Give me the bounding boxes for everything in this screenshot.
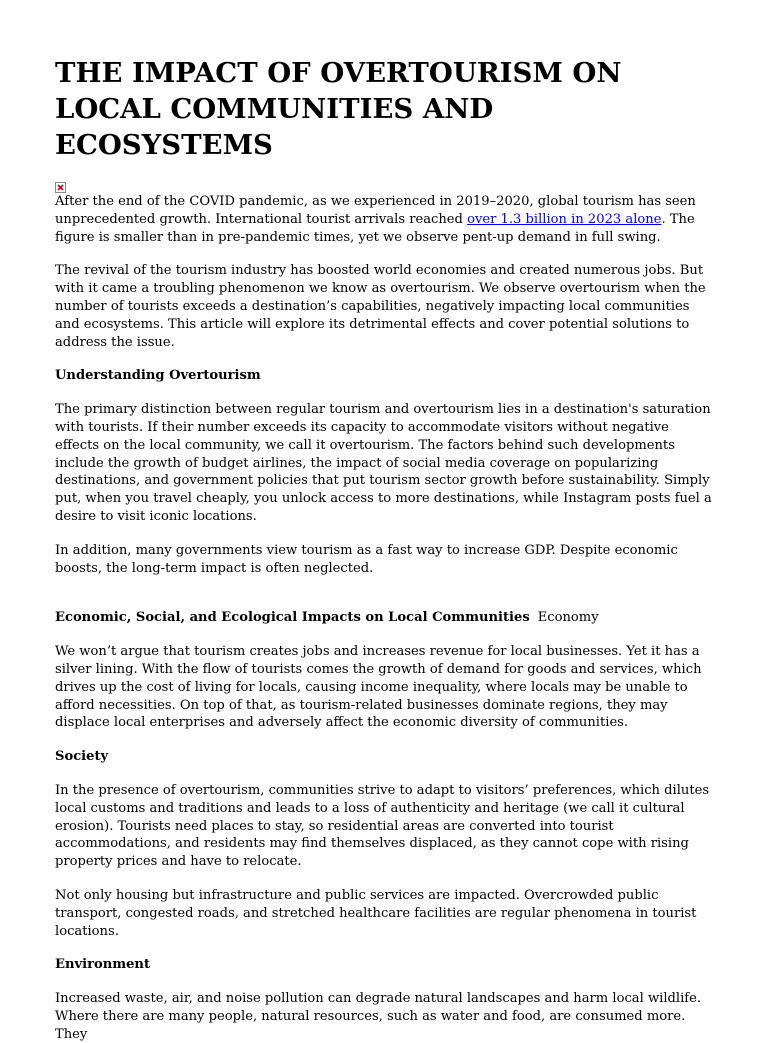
paragraph-society: In the presence of overtourism, communities strive to adapt to visitors’ preferences, which dilutes local customs and traditions and leads to a loss of authenticity and heritage (we call it cultural erosion). Tourists need places to stay, so residential areas are converted into tourist accommodations, and residents may find themselves displaced, as they cannot cope with rising property prices and have to relocate.	[55, 782, 710, 870]
paragraph-infrastructure: Not only housing but infrastructure and public services are impacted. Overcrowded public transport, congested roads, and stretched healthcare facilities are regular phenomena in tourist locations.	[55, 887, 697, 939]
broken-image-icon	[55, 182, 66, 193]
heading-environment: Environment	[55, 957, 150, 973]
paragraph-revival: The revival of the tourism industry has boosted world economies and created numerous jobs. But with it came a troubling phenomenon we know as overtourism. We observe overtourism when the number of tourists exceeds a destination’s capabilities, negatively impacting local communities and ecosystems. This article will explore its detrimental effects and cover potential solutions to address the issue.	[55, 263, 706, 350]
paragraph-environment: Increased waste, air, and noise pollution can degrade natural landscapes and harm local wildlife. Where there are many people, natural resources, such as water and food, are consumed more. They	[55, 991, 702, 1042]
paragraph-gdp: In addition, many governments view tourism as a fast way to increase GDP. Despite economic boosts, the long-term impact is often neglected.	[55, 542, 678, 576]
paragraph-economy: We won’t argue that tourism creates jobs and increases revenue for local businesses. Yet it has a silver lining. With the flow of tourists comes the growth of demand for goods and services, which drives up the cost of living for locals, causing income inequality, where locals may be unable to afford necessities. On top of that, as tourism-related businesses dominate regions, they may displace local enterprises and adversely affect the economic diversity of communities.	[55, 644, 702, 731]
heading-understanding-overtourism: Understanding Overtourism	[55, 368, 261, 384]
heading-impacts	[55, 609, 715, 627]
tourist-arrivals-link[interactable]: over 1.3 billion in 2023 alone	[467, 211, 662, 227]
page-title: THE IMPACT OF OVERTOURISM ON LOCAL COMMUNITIES AND ECOSYSTEMS	[55, 57, 622, 161]
paragraph-distinction: The primary distinction between regular tourism and overtourism lies in a destination's saturation with tourists. If their number exceeds its capacity to accommodate visitors without negative effects on the local community, we call it overtourism. The factors behind such developments include the growth of budget airlines, the impact of social media coverage on popularizing destinations, and government policies that put tourism sector growth before sustainability. Simply put, when you travel cheaply, you unlock access to more destinations, while Instagram posts fuel a desire to visit iconic locations.	[55, 402, 712, 524]
heading-economy: Economy	[537, 610, 599, 626]
heading-impacts-title: Economic, Social, and Ecological Impacts on Local Communities	[55, 610, 530, 626]
intro-paragraph: After the end of the COVID pandemic, as we experienced in 2019–2020, global tourism has seen unprecedented growth. International tourist arrivals reached over 1.3 billion in 2023 alone. The figure is smaller than in pre-pandemic times, yet we observe pent-up demand in full swing.	[55, 194, 696, 245]
heading-society: Society	[55, 749, 109, 765]
article	[55, 55, 715, 1043]
